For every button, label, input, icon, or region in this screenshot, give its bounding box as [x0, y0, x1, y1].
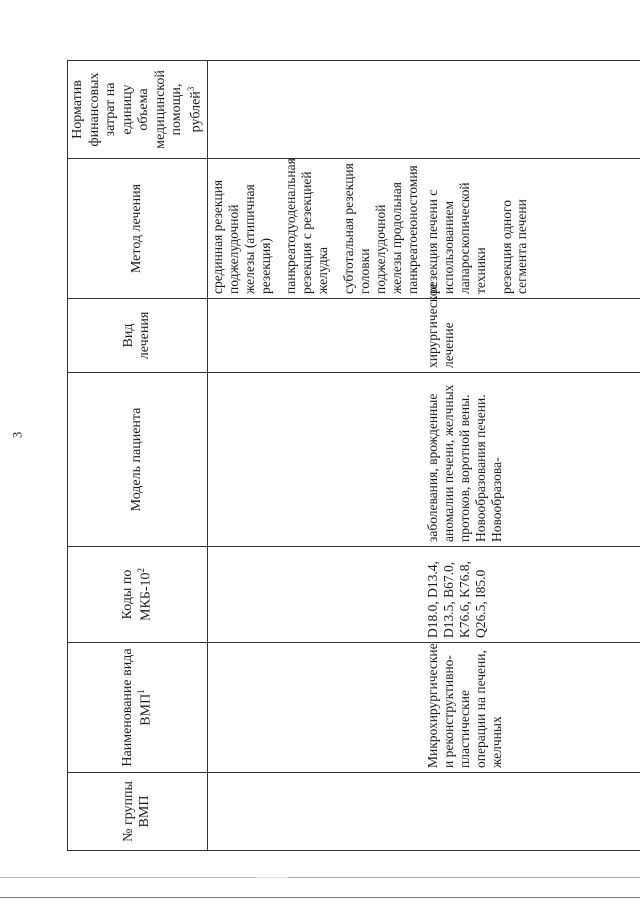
cell-cost-norm	[423, 61, 640, 159]
method-item: резекция печени с использованием лапароскопической техники	[424, 182, 488, 294]
header-treatment-type: Вид лечения	[68, 299, 208, 373]
footnote-3: 3	[185, 86, 196, 92]
table-row-continuation	[207, 61, 423, 851]
header-icd-codes: Коды по МКБ-$10^2$	[68, 547, 208, 643]
table-row	[423, 61, 640, 851]
cell-vmp-name: Микрохирургические и реконструктивно-пластические операции на печени, желчных	[423, 643, 640, 773]
cell-icd-codes: D18.0, D13.4, D13.5, B67.0, K76.6, K76.8, Q26.5, I85.0	[423, 547, 640, 643]
cell-group-no	[423, 773, 640, 851]
header-cost-norm: Норматив финансовых затрат на единицу объема медицинской помощи, рублей$^3$	[68, 61, 208, 159]
cell-patient-model: заболевания, врожденные аномалии печени, желчных протоков, воротной вены. Новообразования печени. Новообразова-	[423, 373, 640, 547]
table-header-row	[68, 61, 208, 851]
footnote-2: 2	[136, 568, 147, 573]
method-item: панкреатодуоденальная резекция с резекцией желудка	[283, 158, 331, 294]
cell-continuation-methods	[207, 159, 423, 299]
footnote-1: 1	[136, 689, 147, 694]
header-group-no: № группы ВМП	[68, 773, 208, 851]
cell-treatment-type: хирургическое лечение	[423, 299, 640, 373]
method-item: срединная резекция поджелудочной железы (атипичная резекция)	[209, 179, 273, 294]
method-item: субтотальная резекция головки поджелудочной железы продольная панкреатоеюностомия	[341, 163, 420, 294]
header-patient-model: Модель пациента	[68, 373, 208, 547]
page-number: 3	[9, 431, 25, 439]
method-item: резекция одного сегмента печени	[498, 199, 530, 294]
scan-edge-line	[0, 897, 640, 898]
cell-treatment-methods	[423, 159, 640, 299]
vmp-table	[67, 60, 640, 851]
header-vmp-name: Наименование вида ВМП$^1$	[68, 643, 208, 773]
scan-edge-line	[0, 877, 640, 878]
header-treatment-method: Метод лечения	[68, 159, 208, 299]
rotated-table-wrapper	[67, 61, 607, 851]
